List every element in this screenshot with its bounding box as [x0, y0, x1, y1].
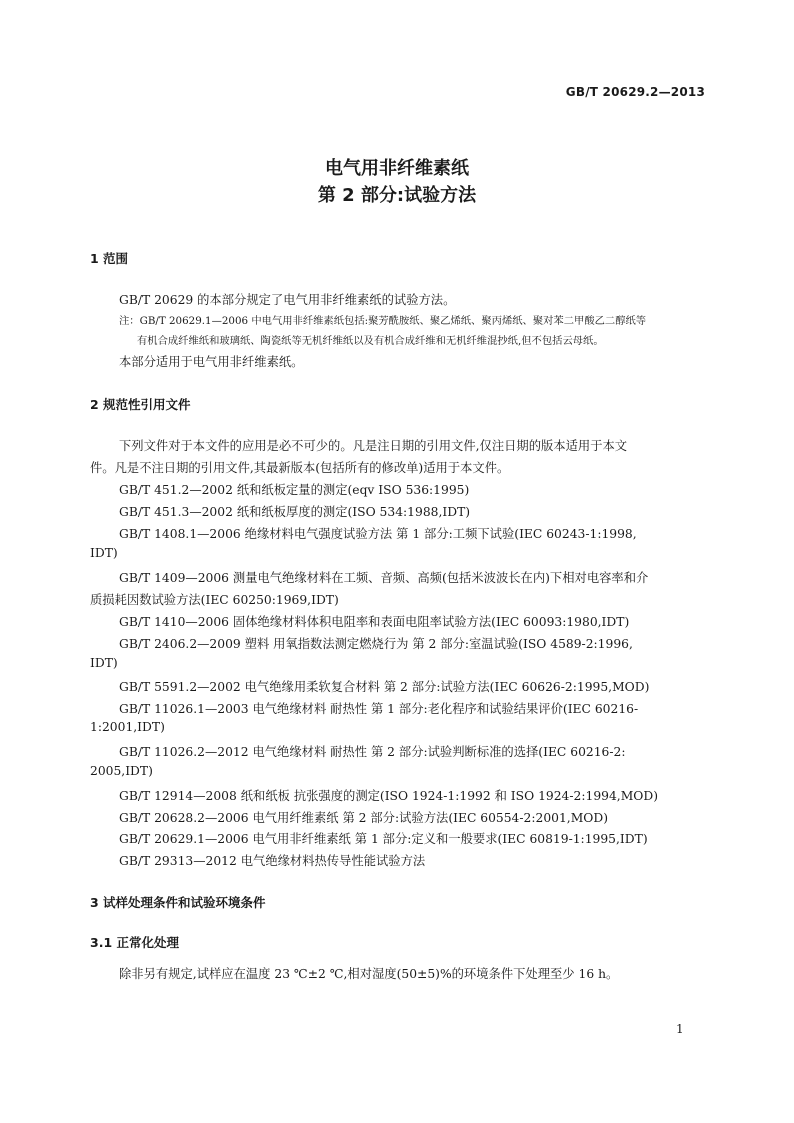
reference-line: GB/T 451.3—2002 纸和纸板厚度的测定(ISO 534:1988,IDT) — [119, 505, 471, 519]
reference-line: 1:2001,IDT) — [90, 720, 165, 734]
reference-line: GB/T 20629.1—2006 电气用非纤维素纸 第 1 部分:定义和一般要求(IEC 60819-1:1995,IDT) — [119, 832, 648, 846]
reference-line: GB/T 5591.2—2002 电气绝缘用柔软复合材料 第 2 部分:试验方法(IEC 60626-2:1995,MOD) — [119, 680, 650, 694]
reference-line: 2005,IDT) — [90, 764, 153, 778]
section-1-paragraph: GB/T 20629 的本部分规定了电气用非纤维素纸的试验方法。 — [119, 293, 456, 307]
document-title: 电气用非纤维素纸 — [325, 158, 469, 179]
section-1-note-line: 有机合成纤维纸和玻璃纸、陶瓷纸等无机纤维纸以及有机合成纤维和无机纤维混抄纸,但不包括云母纸。 — [137, 335, 604, 347]
section-1-note-line: 注：GB/T 20629.1—2006 中电气用非纤维素纸包括:聚芳酰胺纸、聚乙烯纸、聚丙烯纸、聚对苯二甲酸乙二醇纸等 — [119, 315, 647, 327]
reference-line: GB/T 1409—2006 测量电气绝缘材料在工频、音频、高频(包括米波波长在内)下相对电容率和介 — [119, 571, 649, 585]
standard-number: GB/T 20629.2—2013 — [565, 85, 705, 99]
reference-line: GB/T 1410—2006 固体绝缘材料体积电阻率和表面电阻率试验方法(IEC 60093:1980,IDT) — [119, 615, 630, 629]
section-3-1-heading: 3.1 正常化处理 — [90, 935, 179, 950]
reference-line: IDT) — [90, 546, 118, 560]
reference-line: GB/T 451.2—2002 纸和纸板定量的测定(eqv ISO 536:1995) — [119, 483, 470, 497]
reference-line: IDT) — [90, 656, 118, 670]
section-3-heading: 3 试样处理条件和试验环境条件 — [90, 895, 266, 910]
reference-line: GB/T 2406.2—2009 塑料 用氧指数法测定燃烧行为 第 2 部分:室温试验(ISO 4589-2:1996, — [119, 637, 633, 651]
page-number: 1 — [676, 1022, 684, 1036]
reference-line: GB/T 20628.2—2006 电气用纤维素纸 第 2 部分:试验方法(IEC 60554-2:2001,MOD) — [119, 811, 609, 825]
section-2-intro-line: 件。凡是不注日期的引用文件,其最新版本(包括所有的修改单)适用于本文件。 — [90, 461, 510, 475]
section-1-heading: 1 范围 — [90, 251, 129, 266]
section-2-intro-line: 下列文件对于本文件的应用是必不可少的。凡是注日期的引用文件,仅注日期的版本适用于本文 — [119, 439, 628, 453]
reference-line: GB/T 1408.1—2006 绝缘材料电气强度试验方法 第 1 部分:工频下试验(IEC 60243-1:1998, — [119, 527, 637, 541]
reference-line: GB/T 11026.1—2003 电气绝缘材料 耐热性 第 1 部分:老化程序和试验结果评价(IEC 60216- — [119, 702, 639, 716]
section-1-paragraph: 本部分适用于电气用非纤维素纸。 — [119, 355, 304, 369]
reference-line: GB/T 12914—2008 纸和纸板 抗张强度的测定(ISO 1924-1:1992 和 ISO 1924-2:1994,MOD) — [119, 789, 659, 803]
section-3-1-paragraph: 除非另有规定,试样应在温度 23 ℃±2 ℃,相对湿度(50±5)%的环境条件下处理至少 16 h。 — [119, 967, 619, 981]
document-subtitle: 第 2 部分:试验方法 — [317, 185, 477, 206]
reference-line: GB/T 11026.2—2012 电气绝缘材料 耐热性 第 2 部分:试验判断标准的选择(IEC 60216-2: — [119, 745, 626, 759]
reference-line: GB/T 29313—2012 电气绝缘材料热传导性能试验方法 — [119, 854, 426, 868]
reference-line: 质损耗因数试验方法(IEC 60250:1969,IDT) — [90, 593, 339, 607]
section-2-heading: 2 规范性引用文件 — [90, 397, 191, 412]
